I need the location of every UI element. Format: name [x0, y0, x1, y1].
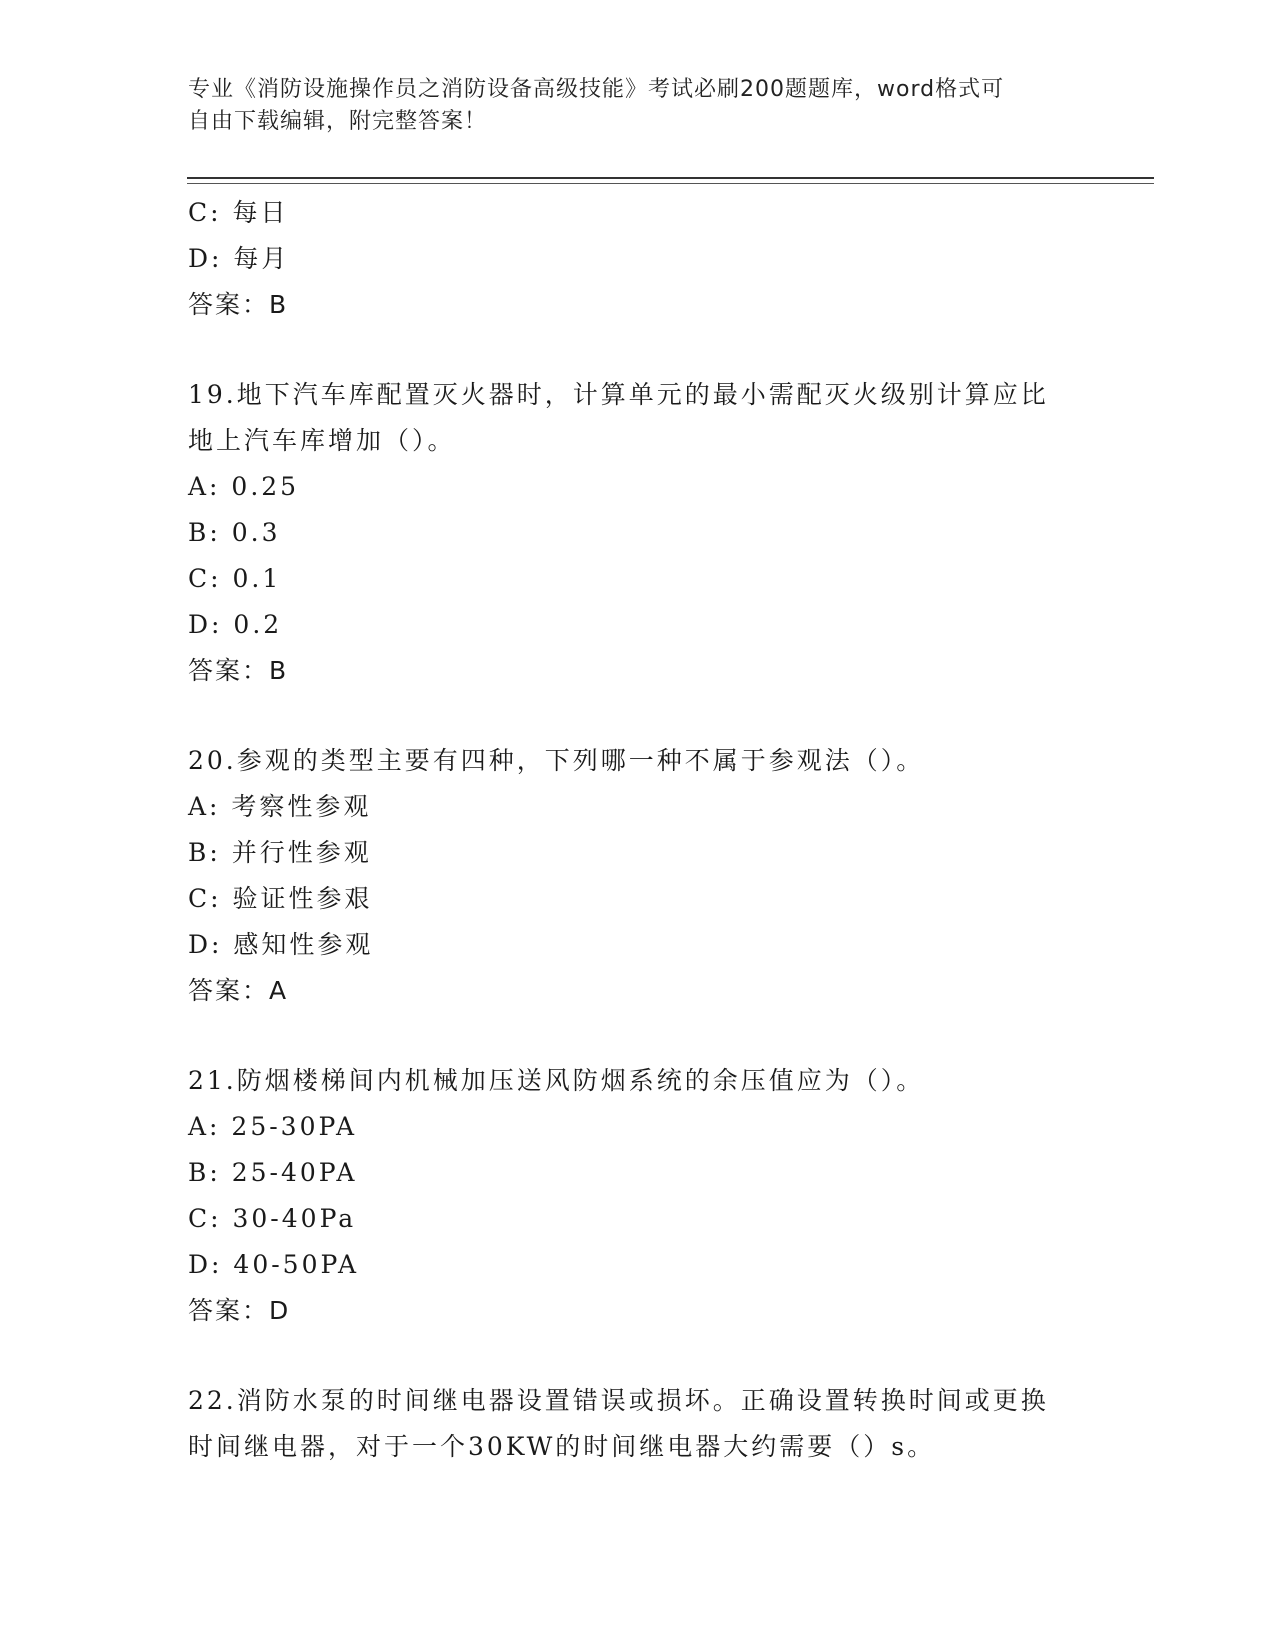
answer-line: 答案：B — [188, 656, 289, 685]
page-header — [188, 74, 1068, 138]
header-line: 专业《消防设施操作员之消防设备高级技能》考试必刷200题题库，word格式可 — [188, 77, 1005, 102]
option-c: C: 每日 — [188, 198, 289, 227]
option-d: D: 感知性参观 — [188, 930, 374, 959]
question-text: 20.参观的类型主要有四种，下列哪一种不属于参观法（）。 — [188, 746, 925, 775]
option-b: B: 25-40PA — [188, 1158, 358, 1187]
option-d: D: 0.2 — [188, 610, 283, 639]
option-d: D: 每月 — [188, 244, 290, 273]
option-b: B: 0.3 — [188, 518, 281, 547]
option-c: C: 30-40Pa — [188, 1204, 357, 1233]
option-c: C: 验证性参艰 — [188, 884, 373, 913]
header-divider — [187, 177, 1154, 179]
option-a: A: 25-30PA — [188, 1112, 358, 1141]
question-text: 21.防烟楼梯间内机械加压送风防烟系统的余压值应为（）。 — [188, 1066, 925, 1095]
question-20 — [188, 738, 1088, 1014]
question-22 — [188, 1378, 1088, 1470]
question-carryover — [188, 190, 1088, 328]
option-b: B: 并行性参观 — [188, 838, 372, 867]
question-text: 19.地下汽车库配置灭火器时，计算单元的最小需配灭火级别计算应比 — [188, 380, 1049, 409]
header-line: 自由下载编辑，附完整答案！ — [188, 109, 488, 134]
question-text: 22.消防水泵的时间继电器设置错误或损坏。正确设置转换时间或更换 — [188, 1386, 1049, 1415]
answer-line: 答案：D — [188, 1296, 291, 1325]
question-19 — [188, 372, 1088, 694]
option-d: D: 40-50PA — [188, 1250, 360, 1279]
answer-line: 答案：A — [188, 976, 289, 1005]
option-c: C: 0.1 — [188, 564, 282, 593]
option-a: A: 0.25 — [188, 472, 300, 501]
question-21 — [188, 1058, 1088, 1334]
question-text: 时间继电器，对于一个30KW的时间继电器大约需要（）s。 — [188, 1432, 936, 1461]
question-list — [188, 190, 1088, 1470]
answer-line: 答案：B — [188, 290, 289, 319]
option-a: A: 考察性参观 — [188, 792, 372, 821]
question-text: 地上汽车库增加（）。 — [188, 426, 456, 455]
header-divider-thin — [187, 183, 1154, 184]
